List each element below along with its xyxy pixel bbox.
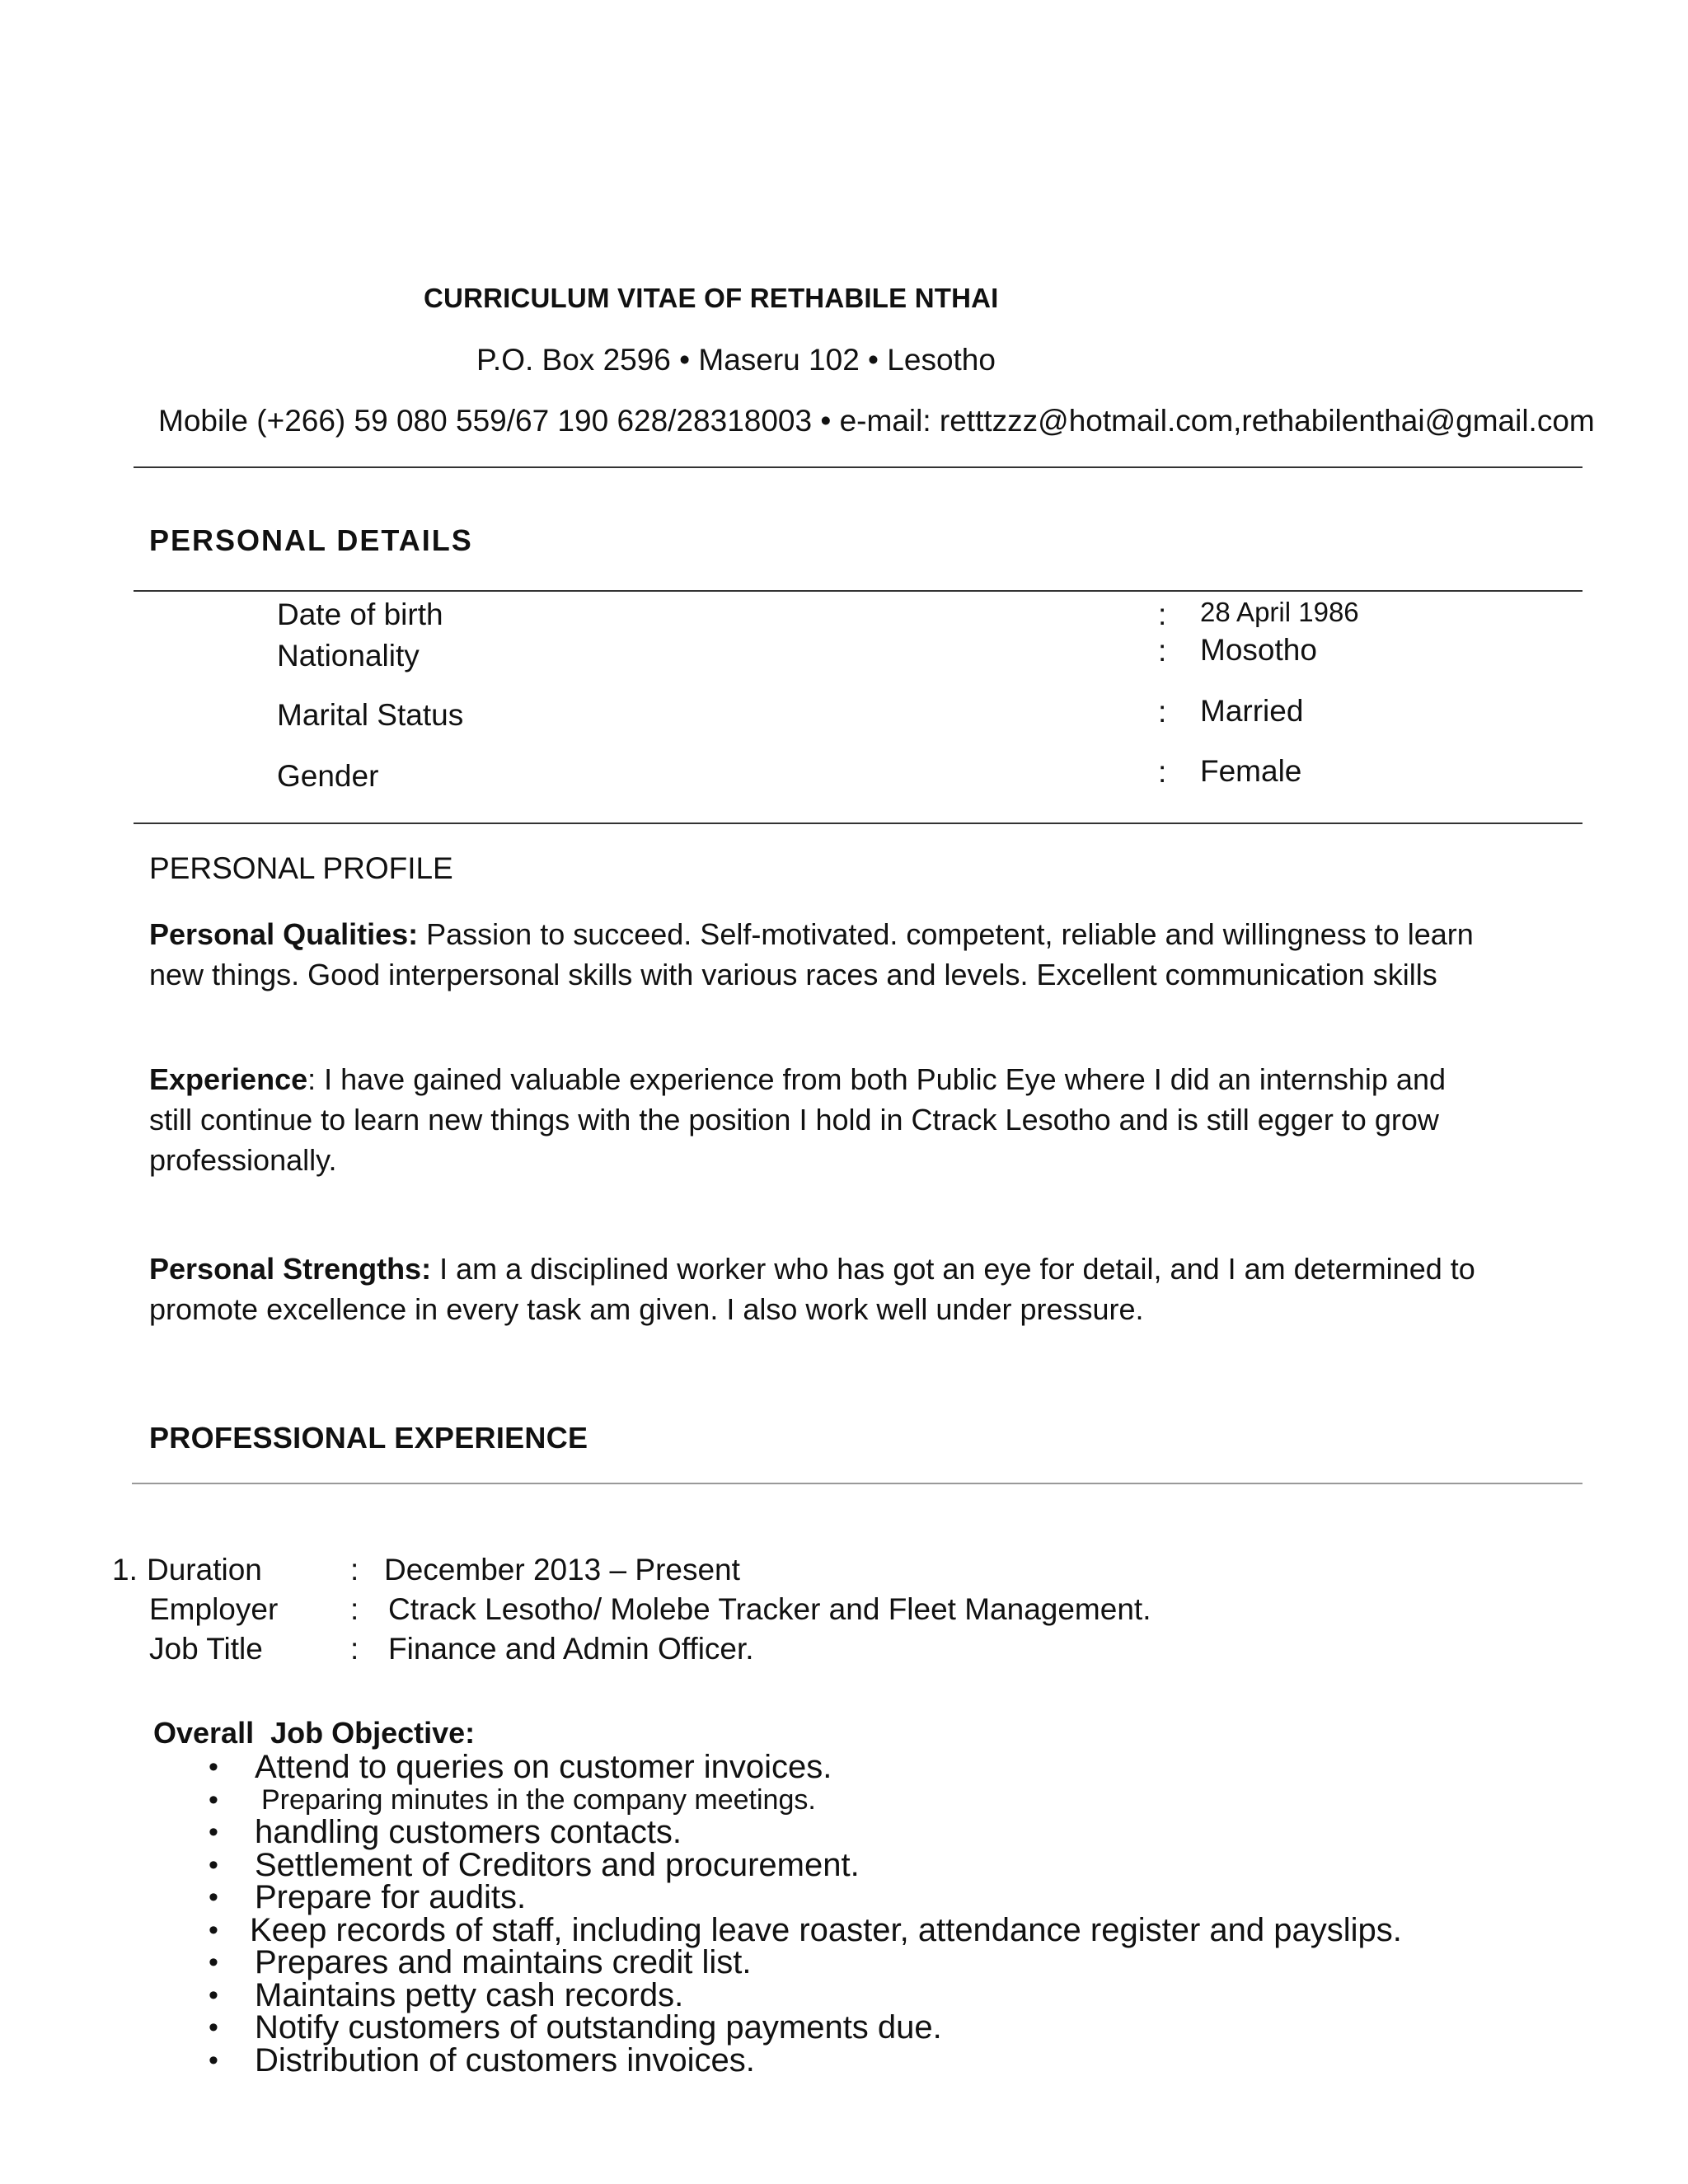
experience-paragraph [149, 1059, 1476, 1180]
personal-strengths-text: I am a disciplined worker who has got an eye for detail, and I am determined to promote excellence in every task am given. I also work well under pressure. [149, 1252, 1475, 1326]
employer-colon: : [350, 1592, 359, 1626]
list-item [202, 1751, 1521, 1784]
bullet-icon: • [209, 2044, 218, 2076]
personal-qualities-text: Passion to succeed. Self-motivated. competent, reliable and willingness to learn new things. Good interpersonal skills with various races and levels. Excellent communication skills [149, 917, 1474, 991]
duty-text: Prepare for audits. [255, 1879, 527, 1915]
header-divider [134, 466, 1582, 468]
contact-line [158, 404, 1595, 438]
job-title-value: Finance and Admin Officer. [388, 1632, 754, 1666]
gender-label: Gender [277, 759, 379, 793]
list-item [202, 2009, 1521, 2046]
contact-phones-email: Mobile (+266) 59 080 559/67 190 628/28318003 • e-mail: retttzzz@hotmail.com, [158, 404, 1242, 438]
duty-text: Preparing minutes in the company meetings. [261, 1783, 816, 1816]
job-title-colon: : [350, 1632, 359, 1666]
personal-strengths-label: Personal Strengths: [149, 1252, 432, 1286]
marital-status-value: Married [1200, 694, 1304, 728]
experience-text: : I have gained valuable experience from both Public Eye where I did an internship and still continue to learn new things with the position I hold in Ctrack Lesotho and is still egger to grow professionally. [149, 1062, 1446, 1177]
personal-qualities-paragraph [149, 914, 1476, 995]
gender-colon: : [1158, 755, 1167, 789]
professional-experience-divider [132, 1483, 1582, 1484]
bullet-icon: • [209, 1979, 218, 2011]
list-item [202, 1784, 1521, 1817]
duty-text: Keep records of staff, including leave roaster, attendance register and payslips. [250, 1911, 1402, 1948]
marital-status-label: Marital Status [277, 698, 464, 732]
personal-qualities-label: Personal Qualities: [149, 917, 419, 951]
secondary-email: rethabilenthai@gmail.com [1241, 404, 1595, 438]
gender-value: Female [1200, 754, 1302, 788]
nationality-value: Mosotho [1200, 633, 1317, 667]
dob-colon: : [1158, 598, 1167, 631]
experience-label: Experience [149, 1062, 308, 1096]
list-item [202, 1846, 1521, 1883]
duration-value: December 2013 – Present [384, 1553, 740, 1586]
duty-text: Settlement of Creditors and procurement. [255, 1846, 860, 1883]
dob-value: 28 April 1986 [1200, 597, 1359, 627]
list-item [202, 1911, 1521, 1948]
personal-details-bottom-divider [134, 823, 1582, 824]
job-title-label: Job Title [149, 1632, 263, 1666]
dob-label: Date of birth [277, 598, 443, 631]
bullet-icon: • [209, 1751, 218, 1783]
duty-text: Attend to queries on customer invoices. [255, 1749, 832, 1785]
list-item [202, 1976, 1521, 2013]
personal-details-heading: PERSONAL DETAILS [149, 523, 473, 557]
bullet-icon: • [209, 1882, 218, 1913]
duty-text: Distribution of customers invoices. [255, 2041, 755, 2079]
personal-strengths-paragraph [149, 1249, 1476, 1329]
list-item [202, 1816, 1521, 1849]
nationality-label: Nationality [277, 639, 420, 673]
marital-status-colon: : [1158, 695, 1167, 729]
personal-details-divider [134, 590, 1582, 592]
bullet-icon: • [209, 1914, 218, 1946]
postal-address: P.O. Box 2596 • Maseru 102 • Lesotho [476, 343, 996, 377]
job-duties-list [202, 1751, 1521, 2077]
personal-profile-heading: PERSONAL PROFILE [149, 851, 453, 885]
duty-text: Maintains petty cash records. [255, 1976, 684, 2013]
nationality-colon: : [1158, 634, 1167, 668]
bullet-icon: • [209, 2012, 218, 2043]
list-item [202, 1944, 1521, 1980]
duration-colon: : [350, 1553, 359, 1586]
employer-value: Ctrack Lesotho/ Molebe Tracker and Fleet Management. [388, 1592, 1151, 1626]
duty-text: handling customers contacts. [255, 1814, 682, 1850]
list-item [202, 1879, 1521, 1915]
job-number: 1. [112, 1553, 138, 1586]
duty-text: Prepares and maintains credit list. [255, 1944, 752, 1980]
list-item [202, 2041, 1521, 2079]
document-title: CURRICULUM VITAE OF RETHABILE NTHAI [424, 283, 999, 313]
professional-experience-heading: PROFESSIONAL EXPERIENCE [149, 1421, 588, 1455]
overall-job-objective-heading: Overall Job Objective: [153, 1716, 476, 1750]
duration-label: Duration [147, 1553, 262, 1586]
employer-label: Employer [149, 1592, 279, 1626]
bullet-icon: • [209, 1783, 218, 1816]
bullet-icon: • [209, 1849, 218, 1881]
duty-text: Notify customers of outstanding payments due. [255, 2009, 942, 2046]
bullet-icon: • [209, 1947, 218, 1978]
bullet-icon: • [209, 1816, 218, 1848]
